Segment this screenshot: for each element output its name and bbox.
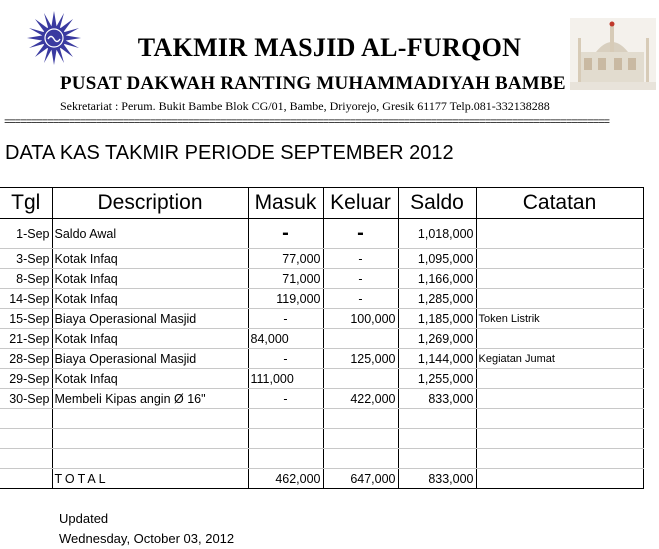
table-row [0,349,643,369]
cell-keluar: 100,000 [323,309,398,329]
cell-description: Saldo Awal [52,219,248,249]
empty-row [0,449,643,469]
separator-rule: ================================================================================================================ [4,118,609,129]
cell-saldo: 1,285,000 [398,289,476,309]
cell-masuk: - [248,309,323,329]
cell-tgl: 29-Sep [0,369,52,389]
cell-masuk: 84,000 [248,329,323,349]
cell-saldo: 1,255,000 [398,369,476,389]
cell-catatan [476,269,643,289]
column-header-saldo: Saldo [398,188,476,219]
organization-subtitle: PUSAT DAKWAH RANTING MUHAMMADIYAH BAMBE [60,73,566,94]
cell-keluar: 422,000 [323,389,398,409]
cell-description: Kotak Infaq [52,249,248,269]
table-row [0,389,643,409]
cell-keluar [323,369,398,389]
cell-tgl: 3-Sep [0,249,52,269]
table-row [0,269,643,289]
cell-catatan [476,219,643,249]
cell-description: Kotak Infaq [52,329,248,349]
cell-tgl: 30-Sep [0,389,52,409]
column-header-tgl: Tgl [0,188,52,219]
column-header-keluar: Keluar [323,188,398,219]
report-heading: DATA KAS TAKMIR PERIODE SEPTEMBER 2012 [5,142,454,164]
cell-masuk: - [248,349,323,369]
cell-description: Biaya Operasional Masjid [52,309,248,329]
updated-label: Updated [59,511,109,526]
cell-tgl: 15-Sep [0,309,52,329]
table-row [0,289,643,309]
cell-tgl: 8-Sep [0,269,52,289]
table-row [0,369,643,389]
cell-masuk: - [248,389,323,409]
cell-masuk: 119,000 [248,289,323,309]
table-row [0,329,643,349]
total-keluar: 647,000 [323,469,398,489]
organization-title: TAKMIR MASJID AL-FURQON [137,33,522,62]
cell-masuk: 77,000 [248,249,323,269]
cell-catatan [476,249,643,269]
table-header-row [0,188,643,219]
cell-description: Kotak Infaq [52,289,248,309]
cell-keluar: - [323,289,398,309]
cell-masuk: 111,000 [248,369,323,389]
column-header-catatan: Catatan [476,188,643,219]
cell-description: Kotak Infaq [52,369,248,389]
table-row [0,219,643,249]
cell-saldo: 1,095,000 [398,249,476,269]
cell-masuk: 71,000 [248,269,323,289]
column-header-description: Description [52,188,248,219]
updated-date: Wednesday, October 03, 2012 [59,531,235,546]
cell-saldo: 1,166,000 [398,269,476,289]
cell-keluar: 125,000 [323,349,398,369]
cell-saldo: 1,144,000 [398,349,476,369]
cell-catatan [476,389,643,409]
empty-row [0,429,643,449]
cell-saldo: 1,269,000 [398,329,476,349]
total-saldo: 833,000 [398,469,476,489]
cash-table [0,187,644,489]
cell-description: Kotak Infaq [52,269,248,289]
cell-saldo: 1,018,000 [398,219,476,249]
cell-keluar [323,329,398,349]
cell-catatan [476,289,643,309]
cell-description: Membeli Kipas angin Ø 16" [52,389,248,409]
table-row [0,309,643,329]
cell-tgl: 28-Sep [0,349,52,369]
total-row [0,469,643,489]
secretariat-address: Sekretariat : Perum. Bukit Bambe Blok CG/01, Bambe, Driyorejo, Gresik 61177 Telp.081-332138288 [60,99,550,113]
cell-saldo: 1,185,000 [398,309,476,329]
cell-tgl: 1-Sep [0,219,52,249]
cell-catatan [476,369,643,389]
cell-description: Biaya Operasional Masjid [52,349,248,369]
table-row [0,249,643,269]
cell-tgl: 21-Sep [0,329,52,349]
cell-catatan [476,329,643,349]
total-label: TOTAL [52,469,248,489]
column-header-masuk: Masuk [248,188,323,219]
cell-keluar: - [323,219,398,249]
cell-catatan: Token Listrik [476,309,643,329]
total-masuk: 462,000 [248,469,323,489]
cell-masuk: - [248,219,323,249]
empty-row [0,409,643,429]
cell-tgl: 14-Sep [0,289,52,309]
cell-keluar: - [323,249,398,269]
cell-catatan: Kegiatan Jumat [476,349,643,369]
cell-keluar: - [323,269,398,289]
cell-saldo: 833,000 [398,389,476,409]
